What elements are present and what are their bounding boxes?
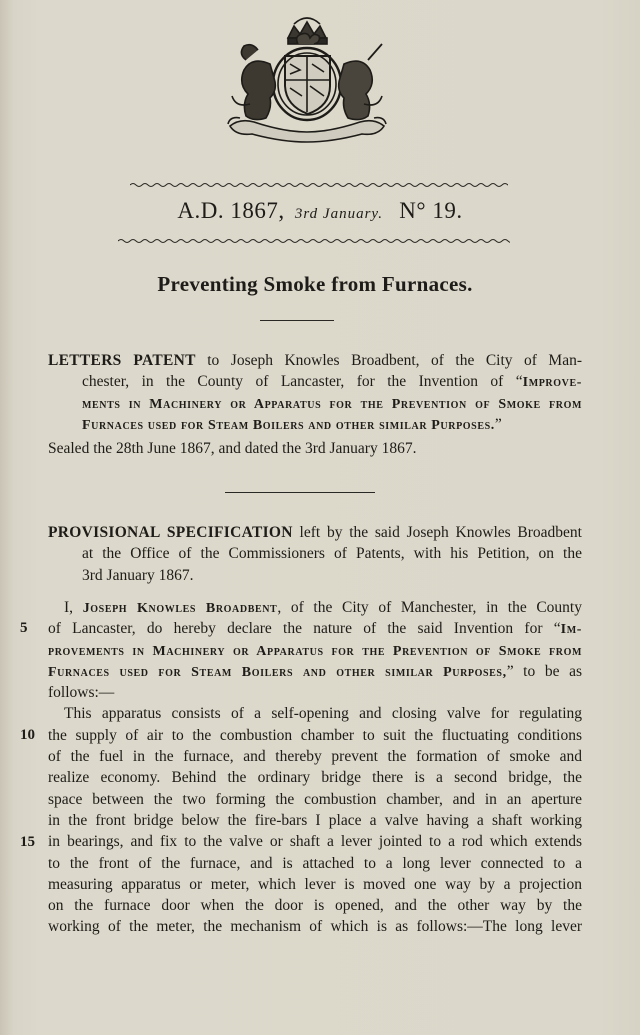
text-span: on the furnace door when the door is opened, and the other way by the — [48, 897, 582, 915]
text-span: of Lancaster, do hereby declare the nature of the said Invention for “ — [48, 620, 561, 638]
text-span: provements in Machinery or Apparatus for the Prevention of Smoke from — [48, 643, 582, 659]
text-line — [48, 853, 582, 874]
line-number: 5 — [20, 620, 28, 636]
text-line — [82, 414, 582, 435]
letters-patent-block — [48, 350, 582, 459]
text-span: , of the City of Manchester, in the County — [277, 599, 582, 616]
text-span: Joseph Knowles Broadbent — [82, 601, 278, 616]
sealed-line — [48, 438, 582, 459]
text-line — [48, 640, 582, 661]
text-line — [48, 874, 582, 895]
text-span: left by the said Joseph Knowles Broadbent — [292, 524, 582, 541]
text-span: 3rd January 1867. — [82, 566, 194, 584]
text-line — [48, 350, 582, 371]
document-title: Preventing Smoke from Furnaces. — [157, 272, 473, 296]
text-line — [82, 565, 582, 586]
text-line — [48, 895, 582, 916]
text-line — [48, 522, 582, 543]
text-span: ” to be as — [506, 662, 582, 680]
text-span: realize economy. Behind the ordinary bridge there is a second bridge, the — [48, 769, 582, 787]
provisional-block — [48, 522, 582, 586]
text-line — [48, 682, 582, 703]
text-span: to the front of the furnace, and is attached to a long lever connected to a — [48, 854, 582, 872]
divider — [260, 320, 334, 321]
text-span: working of the meter, the mechanism of which is as follows:—The long lever — [48, 918, 582, 936]
text-span: space between the two forming the combustion chamber, and in an aperture — [48, 790, 582, 808]
decorative-rule-top — [130, 182, 508, 188]
text-span: ments in Machinery or Apparatus for the Prevention of Smoke from — [82, 396, 582, 412]
patent-date: 3rd January. — [294, 206, 384, 222]
specification-body — [48, 597, 582, 938]
text-span: to Joseph Knowles Broadbent, of the City of Man- — [195, 352, 582, 369]
text-line — [48, 916, 582, 937]
text-line — [48, 767, 582, 788]
text-line — [48, 618, 582, 639]
text-span: of the fuel in the furnace, and thereby prevent the formation of smoke and — [48, 748, 582, 766]
text-span: Furnaces used for Steam Boilers and other similar Purposes, — [48, 664, 507, 680]
text-line — [48, 661, 582, 682]
text-span: in bearings, and fix to the valve or shaft a lever jointed to a rod which extends — [48, 833, 582, 851]
line-number: 10 — [20, 727, 35, 743]
text-line — [48, 810, 582, 831]
text-span: ” — [494, 415, 502, 433]
text-span: follows:— — [48, 684, 115, 702]
text-line — [48, 725, 582, 746]
text-line — [82, 393, 582, 414]
text-span: Furnaces used for Steam Boilers and other similar Purposes. — [82, 417, 495, 433]
section-heading: PROVISIONAL SPECIFICATION — [48, 524, 293, 541]
text-line — [82, 371, 582, 392]
text-span: the supply of air to the combustion chamber to suit the fluctuating conditions — [48, 726, 582, 744]
text-line — [48, 831, 582, 852]
text-span: I, — [64, 599, 83, 616]
text-span: This apparatus consists of a self-opening and closing valve for regulating — [64, 705, 582, 723]
text-line — [82, 543, 582, 564]
text-span: Sealed the 28th June 1867, and dated the 3rd January 1867. — [48, 440, 417, 458]
section-heading: LETTERS PATENT — [48, 352, 196, 369]
text-line — [64, 703, 582, 724]
text-span: chester, in the County of Lancaster, for the Invention of “ — [82, 373, 523, 391]
text-span: Im- — [560, 622, 582, 638]
text-span: Improve- — [522, 375, 582, 391]
divider — [225, 492, 375, 493]
royal-coat-of-arms — [210, 14, 405, 144]
line-number: 15 — [20, 834, 35, 850]
patent-date-header — [0, 198, 640, 224]
text-span: at the Office of the Commissioners of Patents, with his Petition, on the — [82, 545, 582, 563]
patent-year: A.D. 1867, — [177, 198, 285, 223]
text-span: measuring apparatus or meter, which lever is moved one way by a projection — [48, 875, 582, 893]
decorative-rule-bottom — [118, 238, 510, 244]
text-span: in the front bridge below the fire-bars I place a valve having a shaft working — [48, 811, 582, 829]
text-line — [64, 597, 582, 618]
patent-number: N° 19. — [399, 198, 463, 223]
text-line — [48, 746, 582, 767]
text-line — [48, 789, 582, 810]
